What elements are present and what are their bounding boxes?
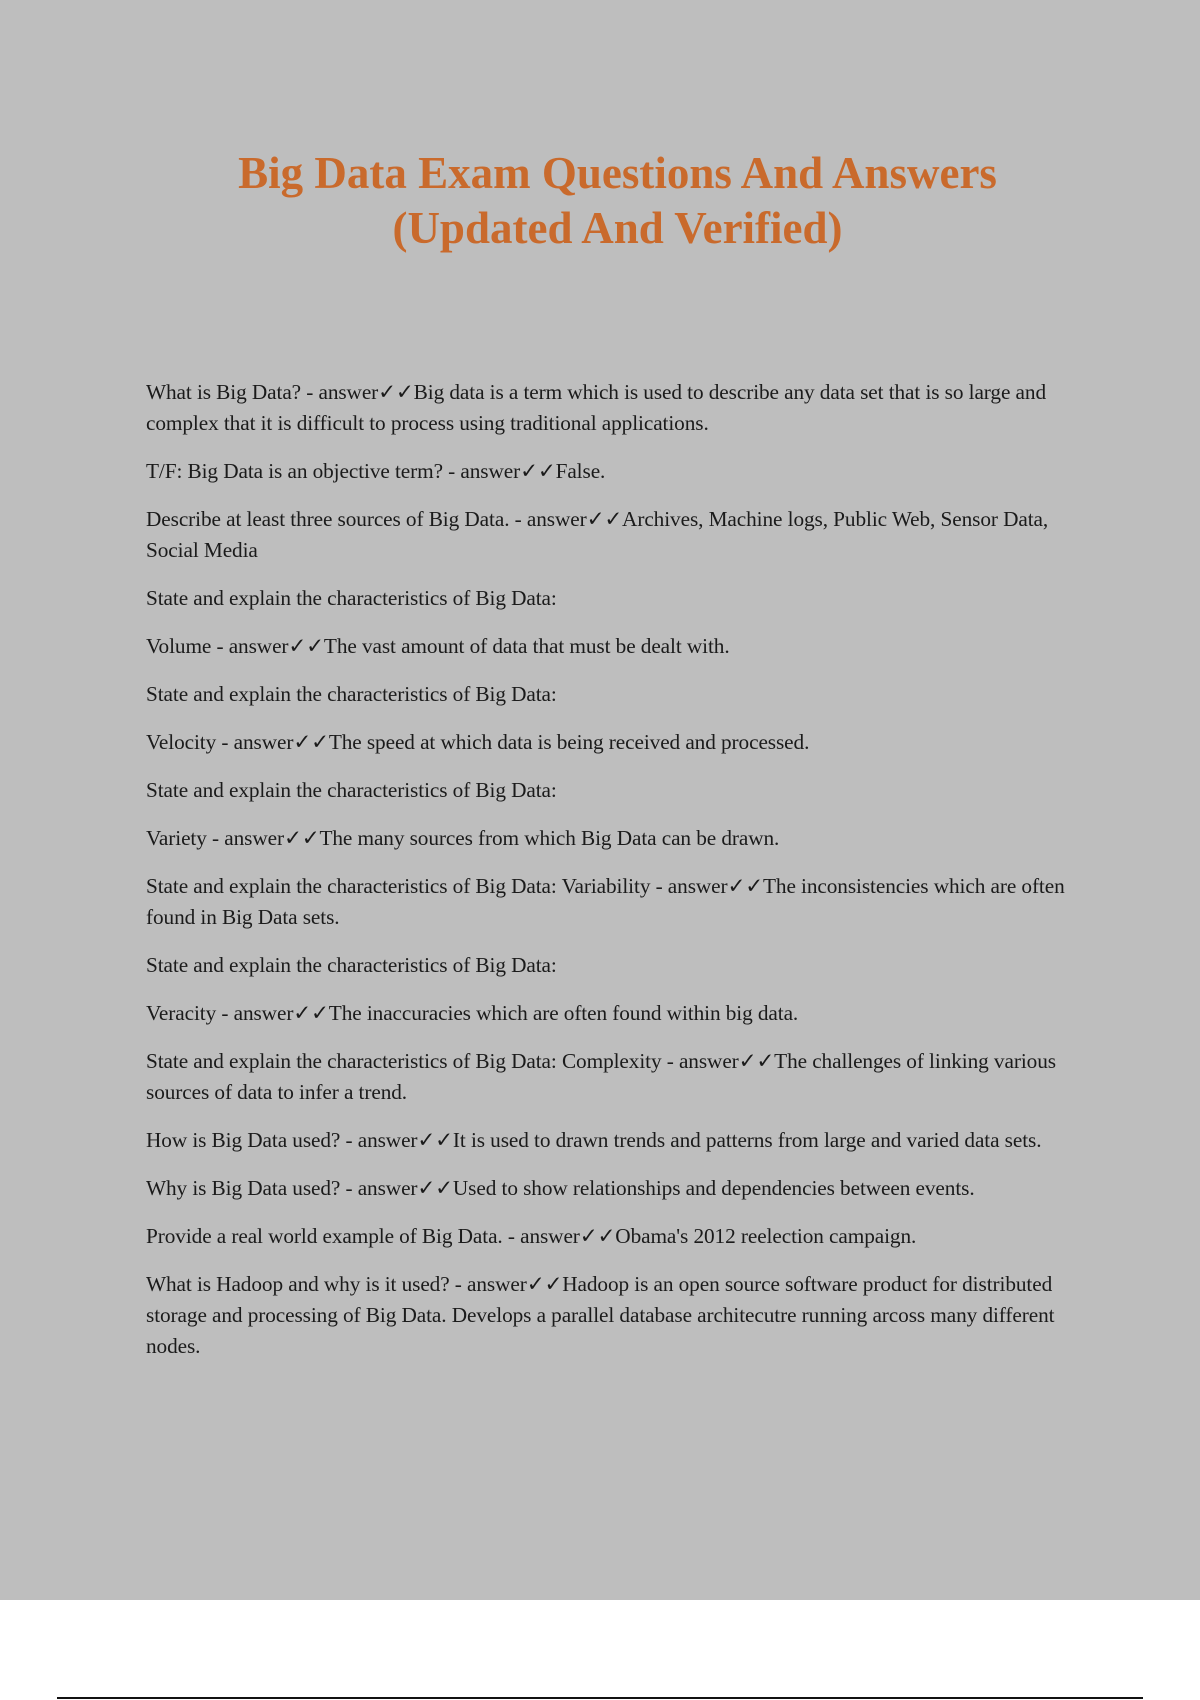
- qa-item: What is Big Data? - answer✓✓Big data is a term which is used to describe any data set that is so large and complex that it is difficult to process using traditional applications.: [146, 380, 1046, 435]
- qa-item: Velocity - answer✓✓The speed at which data is being received and processed.: [146, 730, 810, 754]
- title-line-2: (Updated And Verified): [392, 203, 843, 253]
- qa-item: How is Big Data used? - answer✓✓It is used to drawn trends and patterns from large and varied data sets.: [146, 1128, 1042, 1152]
- qa-item: Why is Big Data used? - answer✓✓Used to show relationships and dependencies between events.: [146, 1176, 975, 1200]
- qa-item: What is Hadoop and why is it used? - answer✓✓Hadoop is an open source software product for distributed storage and processing of Big Data. Develops a parallel database architecutre running arcoss many different nodes.: [146, 1272, 1055, 1358]
- question-answer-list: [146, 377, 1091, 1379]
- qa-item: State and explain the characteristics of Big Data:: [146, 586, 557, 610]
- title-line-1: Big Data Exam Questions And Answers: [238, 148, 997, 198]
- qa-item: State and explain the characteristics of Big Data:: [146, 778, 557, 802]
- qa-item: Veracity - answer✓✓The inaccuracies which are often found within big data.: [146, 1001, 799, 1025]
- qa-item: T/F: Big Data is an objective term? - answer✓✓False.: [146, 459, 606, 483]
- qa-item: State and explain the characteristics of Big Data:: [146, 953, 557, 977]
- qa-item: State and explain the characteristics of Big Data:: [146, 682, 557, 706]
- qa-item: Variety - answer✓✓The many sources from which Big Data can be drawn.: [146, 826, 780, 850]
- qa-item: State and explain the characteristics of Big Data: Variability - answer✓✓The inconsistencies which are often found in Big Data sets.: [146, 874, 1065, 929]
- qa-item: Describe at least three sources of Big Data. - answer✓✓Archives, Machine logs, Public Web, Sensor Data, Social Media: [146, 507, 1049, 562]
- footer-rule: [57, 1697, 1143, 1699]
- qa-item: Volume - answer✓✓The vast amount of data that must be dealt with.: [146, 634, 730, 658]
- document-title: [0, 146, 1200, 256]
- qa-item: Provide a real world example of Big Data. - answer✓✓Obama's 2012 reelection campaign.: [146, 1224, 917, 1248]
- qa-item: State and explain the characteristics of Big Data: Complexity - answer✓✓The challenges of linking various sources of data to infer a trend.: [146, 1049, 1056, 1104]
